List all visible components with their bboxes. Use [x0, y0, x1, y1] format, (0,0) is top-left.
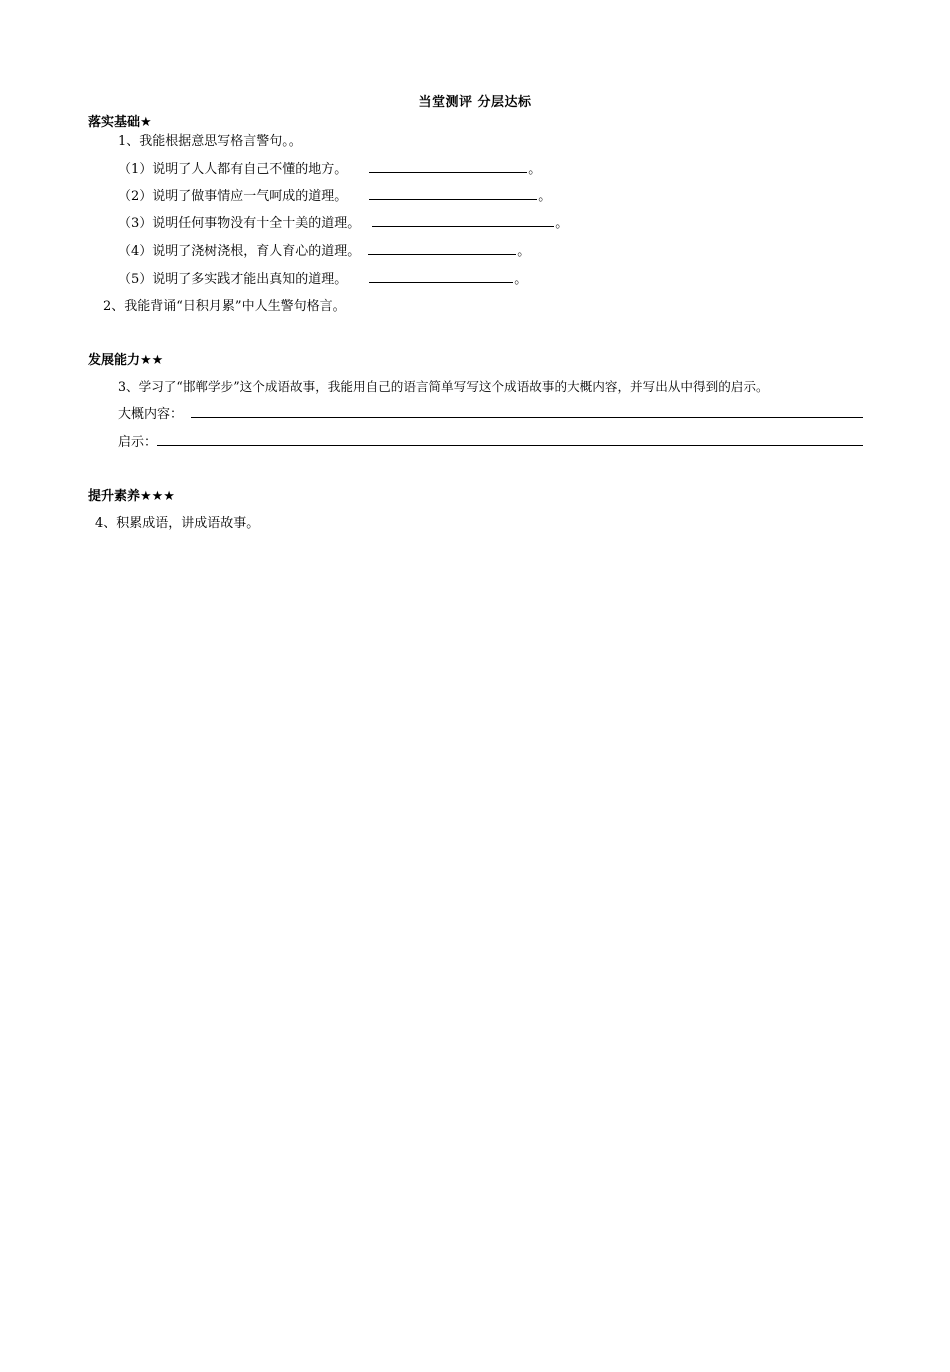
question-1-item: [118, 212, 568, 231]
answer-blank[interactable]: [372, 214, 554, 227]
item-period: 。: [528, 162, 542, 177]
insight-label: 启示：: [118, 435, 158, 450]
question-1-item-text: （1）说明了人人都有自己不懂的地方。: [118, 162, 348, 177]
item-period: 。: [517, 244, 531, 259]
insight-answer-line[interactable]: [157, 433, 863, 446]
question-3-content-row: [118, 403, 864, 422]
question-4-prompt: 4、积累成语，讲成语故事。: [95, 516, 260, 531]
question-1-item: [118, 268, 527, 287]
question-1-item: [118, 185, 551, 204]
section-heading-abilities: 发展能力★★: [88, 353, 164, 368]
question-2-prompt: 2、我能背诵“日积月累”中人生警句格言。: [103, 299, 346, 314]
question-1-item-text: （2）说明了做事情应一气呵成的道理。: [118, 189, 348, 204]
answer-blank[interactable]: [369, 270, 513, 283]
question-1-item: [118, 158, 541, 177]
content-answer-line[interactable]: [191, 405, 863, 418]
page-title: 当堂测评 分层达标: [418, 95, 532, 110]
content-label: 大概内容：: [118, 407, 184, 422]
item-period: 。: [555, 216, 569, 231]
item-period: 。: [514, 272, 528, 287]
question-1-prompt: 1、我能根据意思写格言警句。。: [118, 134, 302, 149]
question-1-item-text: （3）说明任何事物没有十全十美的道理。: [118, 216, 361, 231]
item-period: 。: [538, 189, 552, 204]
answer-blank[interactable]: [369, 187, 537, 200]
answer-blank[interactable]: [369, 160, 527, 173]
question-1-item: [118, 240, 530, 259]
question-3-prompt: 3、学习了“邯郸学步”这个成语故事，我能用自己的语言简单写写这个成语故事的大概内容，并写出从中得到的启示。: [118, 379, 769, 394]
question-3-insight-row: [118, 431, 864, 450]
section-heading-basics: 落实基础★: [88, 115, 152, 130]
answer-blank[interactable]: [368, 242, 516, 255]
question-1-item-text: （5）说明了多实践才能出真知的道理。: [118, 272, 348, 287]
question-1-item-text: （4）说明了浇树浇根，育人育心的道理。: [118, 244, 361, 259]
section-heading-literacy: 提升素养★★★: [88, 489, 175, 504]
